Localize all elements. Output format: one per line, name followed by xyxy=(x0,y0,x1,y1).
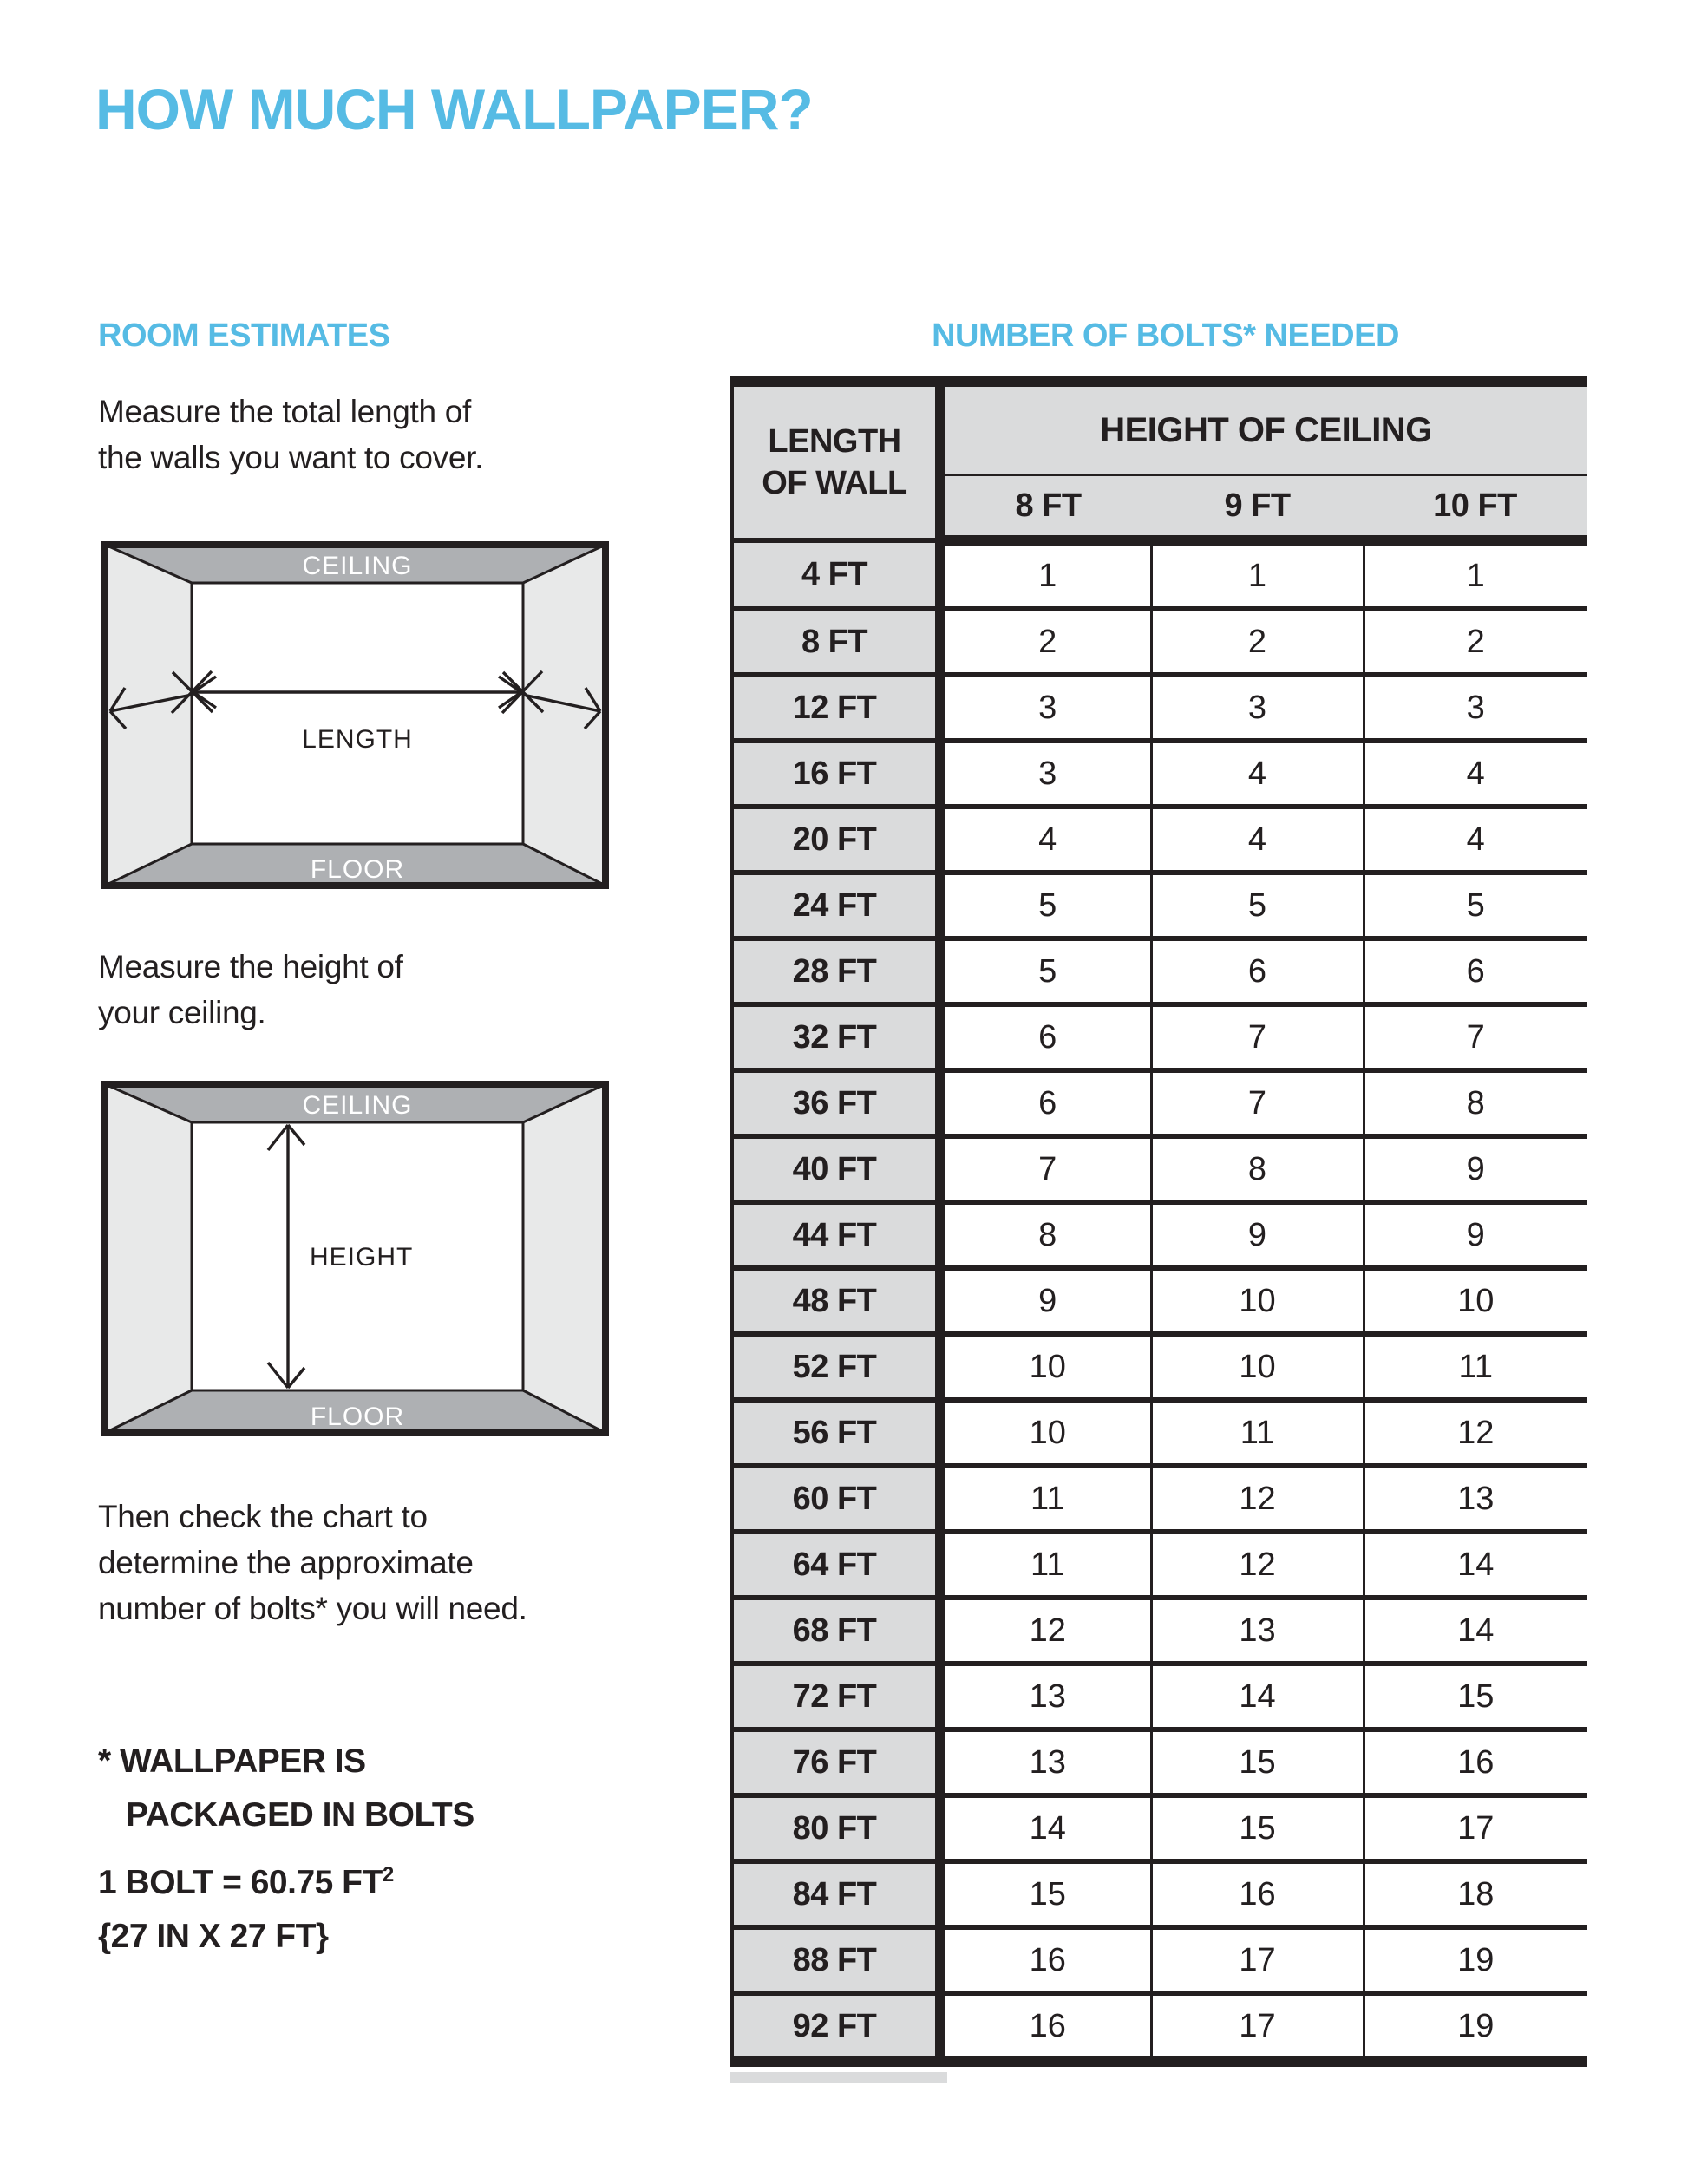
bolt-count-cell: 11 xyxy=(1151,1400,1364,1466)
corner-line2: OF WALL xyxy=(762,465,907,501)
table-row xyxy=(732,1598,1587,1664)
bolt-count-cell: 11 xyxy=(940,1532,1151,1598)
wall-length-cell: 28 FT xyxy=(732,938,940,1004)
floor-label: FLOOR xyxy=(310,855,405,884)
height-of-ceiling-header: HEIGHT OF CEILING xyxy=(940,382,1587,475)
wall-length-cell: 48 FT xyxy=(732,1268,940,1334)
wall-length-cell: 84 FT xyxy=(732,1861,940,1927)
room-estimates-heading: ROOM ESTIMATES xyxy=(98,317,390,354)
table-row xyxy=(732,1993,1587,2062)
bolt-count-cell: 8 xyxy=(1151,1136,1364,1202)
bolt-count-cell: 4 xyxy=(1151,741,1364,807)
bolt-count-cell: 9 xyxy=(940,1268,1151,1334)
wall-length-cell: 60 FT xyxy=(732,1466,940,1532)
table-header-row-1 xyxy=(732,382,1587,475)
bolt-count-cell: 13 xyxy=(1364,1466,1587,1532)
bolt-count-cell: 9 xyxy=(1364,1202,1587,1268)
bolt-count-cell: 10 xyxy=(1151,1268,1364,1334)
wall-length-cell: 36 FT xyxy=(732,1070,940,1136)
table-bottom-stub xyxy=(730,2072,947,2083)
footnote-line2: PACKAGED IN BOLTS xyxy=(126,1796,474,1834)
bolt-count-cell: 12 xyxy=(1151,1532,1364,1598)
bolt-count-cell: 8 xyxy=(1364,1070,1587,1136)
bolt-equation-base: 1 BOLT = 60.75 FT xyxy=(98,1864,383,1901)
bolt-count-cell: 6 xyxy=(940,1004,1151,1070)
instruction-chart xyxy=(98,1494,527,1631)
bolt-count-cell: 17 xyxy=(1364,1795,1587,1861)
bolt-count-cell: 7 xyxy=(940,1136,1151,1202)
right-wall xyxy=(523,545,605,886)
bolt-count-cell: 6 xyxy=(1151,938,1364,1004)
table-row xyxy=(732,938,1587,1004)
bolt-count-cell: 2 xyxy=(940,609,1151,675)
table-row xyxy=(732,873,1587,938)
wall-length-cell: 68 FT xyxy=(732,1598,940,1664)
ceiling-label: CEILING xyxy=(302,1091,413,1120)
bolt-count-cell: 15 xyxy=(940,1861,1151,1927)
floor-label: FLOOR xyxy=(310,1403,405,1431)
table-row xyxy=(732,807,1587,873)
room-height-diagram xyxy=(101,1081,609,1436)
table-row xyxy=(732,609,1587,675)
wall-length-cell: 52 FT xyxy=(732,1334,940,1400)
wallpaper-bolts-footnote xyxy=(98,1735,474,1842)
col-header-10ft: 10 FT xyxy=(1364,475,1587,541)
table-row xyxy=(732,1268,1587,1334)
bolt-count-cell: 14 xyxy=(1151,1664,1364,1730)
bolt-count-cell: 10 xyxy=(940,1334,1151,1400)
bolt-dimensions: {27 IN X 27 FT} xyxy=(98,1918,329,1955)
bolt-count-cell: 8 xyxy=(940,1202,1151,1268)
left-wall xyxy=(105,1084,192,1433)
bolt-count-cell: 17 xyxy=(1151,1993,1364,2062)
wall-length-cell: 24 FT xyxy=(732,873,940,938)
bolt-count-cell: 15 xyxy=(1151,1795,1364,1861)
bolt-count-cell: 3 xyxy=(1151,675,1364,741)
bolt-count-cell: 7 xyxy=(1151,1070,1364,1136)
bolt-count-cell: 16 xyxy=(1151,1861,1364,1927)
bolt-count-cell: 9 xyxy=(1364,1136,1587,1202)
corner-header-cell xyxy=(732,382,940,540)
wall-length-cell: 32 FT xyxy=(732,1004,940,1070)
wall-length-cell: 40 FT xyxy=(732,1136,940,1202)
instruction-length-line1: Measure the total length of xyxy=(98,394,472,429)
table-row xyxy=(732,540,1587,609)
wall-length-cell: 76 FT xyxy=(732,1730,940,1795)
instruction-length xyxy=(98,389,483,481)
bolt-count-cell: 10 xyxy=(1364,1268,1587,1334)
bolt-count-cell: 19 xyxy=(1364,1993,1587,2062)
bolt-count-cell: 16 xyxy=(940,1993,1151,2062)
bolt-count-cell: 18 xyxy=(1364,1861,1587,1927)
bolt-count-cell: 1 xyxy=(940,540,1151,609)
bolt-count-cell: 16 xyxy=(940,1927,1151,1993)
bolt-count-cell: 19 xyxy=(1364,1927,1587,1993)
bolt-count-cell: 3 xyxy=(1364,675,1587,741)
table-row xyxy=(732,1400,1587,1466)
wall-length-cell: 16 FT xyxy=(732,741,940,807)
table-row xyxy=(732,1136,1587,1202)
bolt-count-cell: 10 xyxy=(940,1400,1151,1466)
bolt-count-cell: 7 xyxy=(1364,1004,1587,1070)
bolt-count-cell: 15 xyxy=(1364,1664,1587,1730)
bolt-count-cell: 3 xyxy=(940,675,1151,741)
table-row xyxy=(732,1927,1587,1993)
bolt-count-cell: 3 xyxy=(940,741,1151,807)
wall-length-cell: 56 FT xyxy=(732,1400,940,1466)
table-row xyxy=(732,675,1587,741)
table-row xyxy=(732,1795,1587,1861)
bolt-count-cell: 10 xyxy=(1151,1334,1364,1400)
table-row xyxy=(732,741,1587,807)
bolt-count-cell: 4 xyxy=(1364,807,1587,873)
col-header-9ft: 9 FT xyxy=(1151,475,1364,541)
wall-length-cell: 64 FT xyxy=(732,1532,940,1598)
col-header-8ft: 8 FT xyxy=(940,475,1151,541)
instruction-chart-line1: Then check the chart to xyxy=(98,1499,428,1534)
bolt-count-cell: 11 xyxy=(1364,1334,1587,1400)
bolts-needed-table xyxy=(730,376,1587,2067)
bolt-count-cell: 1 xyxy=(1151,540,1364,609)
bolt-count-cell: 9 xyxy=(1151,1202,1364,1268)
bolt-size-info xyxy=(98,1856,394,1964)
table-row xyxy=(732,1334,1587,1400)
wall-length-cell: 44 FT xyxy=(732,1202,940,1268)
bolts-table-heading: NUMBER OF BOLTS* NEEDED xyxy=(932,317,1399,354)
instruction-chart-line3: number of bolts* you will need. xyxy=(98,1591,527,1626)
footnote-line1: * WALLPAPER IS xyxy=(98,1743,366,1780)
bolt-count-cell: 6 xyxy=(1364,938,1587,1004)
left-wall xyxy=(105,545,192,886)
wall-length-cell: 20 FT xyxy=(732,807,940,873)
bolt-count-cell: 17 xyxy=(1151,1927,1364,1993)
bolt-count-cell: 13 xyxy=(940,1730,1151,1795)
bolt-count-cell: 2 xyxy=(1364,609,1587,675)
wall-length-cell: 4 FT xyxy=(732,540,940,609)
instruction-height xyxy=(98,944,403,1036)
bolt-count-cell: 12 xyxy=(1364,1400,1587,1466)
table-row xyxy=(732,1532,1587,1598)
page-title: HOW MUCH WALLPAPER? xyxy=(95,77,813,141)
bolt-count-cell: 4 xyxy=(1364,741,1587,807)
room-length-diagram xyxy=(101,541,609,889)
bolt-equation xyxy=(98,1856,394,1910)
bolt-count-cell: 4 xyxy=(1151,807,1364,873)
table-row xyxy=(732,1070,1587,1136)
bolt-count-cell: 12 xyxy=(1151,1466,1364,1532)
table-body xyxy=(732,382,1587,2062)
bolt-count-cell: 5 xyxy=(940,938,1151,1004)
bolt-count-cell: 11 xyxy=(940,1466,1151,1532)
bolt-count-cell: 12 xyxy=(940,1598,1151,1664)
bolt-count-cell: 5 xyxy=(940,873,1151,938)
bolt-equation-exponent: 2 xyxy=(382,1863,394,1886)
instruction-length-line2: the walls you want to cover. xyxy=(98,440,484,475)
table-row xyxy=(732,1861,1587,1927)
instruction-height-line1: Measure the height of xyxy=(98,949,403,984)
bolt-count-cell: 5 xyxy=(1364,873,1587,938)
instruction-chart-line2: determine the approximate xyxy=(98,1545,474,1580)
bolt-count-cell: 4 xyxy=(940,807,1151,873)
bolt-count-cell: 2 xyxy=(1151,609,1364,675)
wall-length-cell: 72 FT xyxy=(732,1664,940,1730)
wall-length-cell: 88 FT xyxy=(732,1927,940,1993)
right-wall xyxy=(523,1084,605,1433)
wall-length-cell: 12 FT xyxy=(732,675,940,741)
wall-length-cell: 80 FT xyxy=(732,1795,940,1861)
table-row xyxy=(732,1730,1587,1795)
wall-length-cell: 8 FT xyxy=(732,609,940,675)
wall-length-cell: 92 FT xyxy=(732,1993,940,2062)
bolt-count-cell: 1 xyxy=(1364,540,1587,609)
table-row xyxy=(732,1664,1587,1730)
bolt-count-cell: 6 xyxy=(940,1070,1151,1136)
bolt-count-cell: 13 xyxy=(940,1664,1151,1730)
bolt-count-cell: 14 xyxy=(940,1795,1151,1861)
ceiling-label: CEILING xyxy=(302,552,413,580)
bolt-count-cell: 14 xyxy=(1364,1598,1587,1664)
bolt-count-cell: 16 xyxy=(1364,1730,1587,1795)
bolt-count-cell: 5 xyxy=(1151,873,1364,938)
table-row xyxy=(732,1202,1587,1268)
bolt-count-cell: 13 xyxy=(1151,1598,1364,1664)
bolt-count-cell: 14 xyxy=(1364,1532,1587,1598)
bolt-count-cell: 7 xyxy=(1151,1004,1364,1070)
instruction-height-line2: your ceiling. xyxy=(98,995,266,1030)
table-row xyxy=(732,1004,1587,1070)
height-label: HEIGHT xyxy=(310,1243,414,1272)
corner-line1: LENGTH xyxy=(768,423,901,460)
table-row xyxy=(732,1466,1587,1532)
length-label: LENGTH xyxy=(302,725,413,754)
bolt-count-cell: 15 xyxy=(1151,1730,1364,1795)
